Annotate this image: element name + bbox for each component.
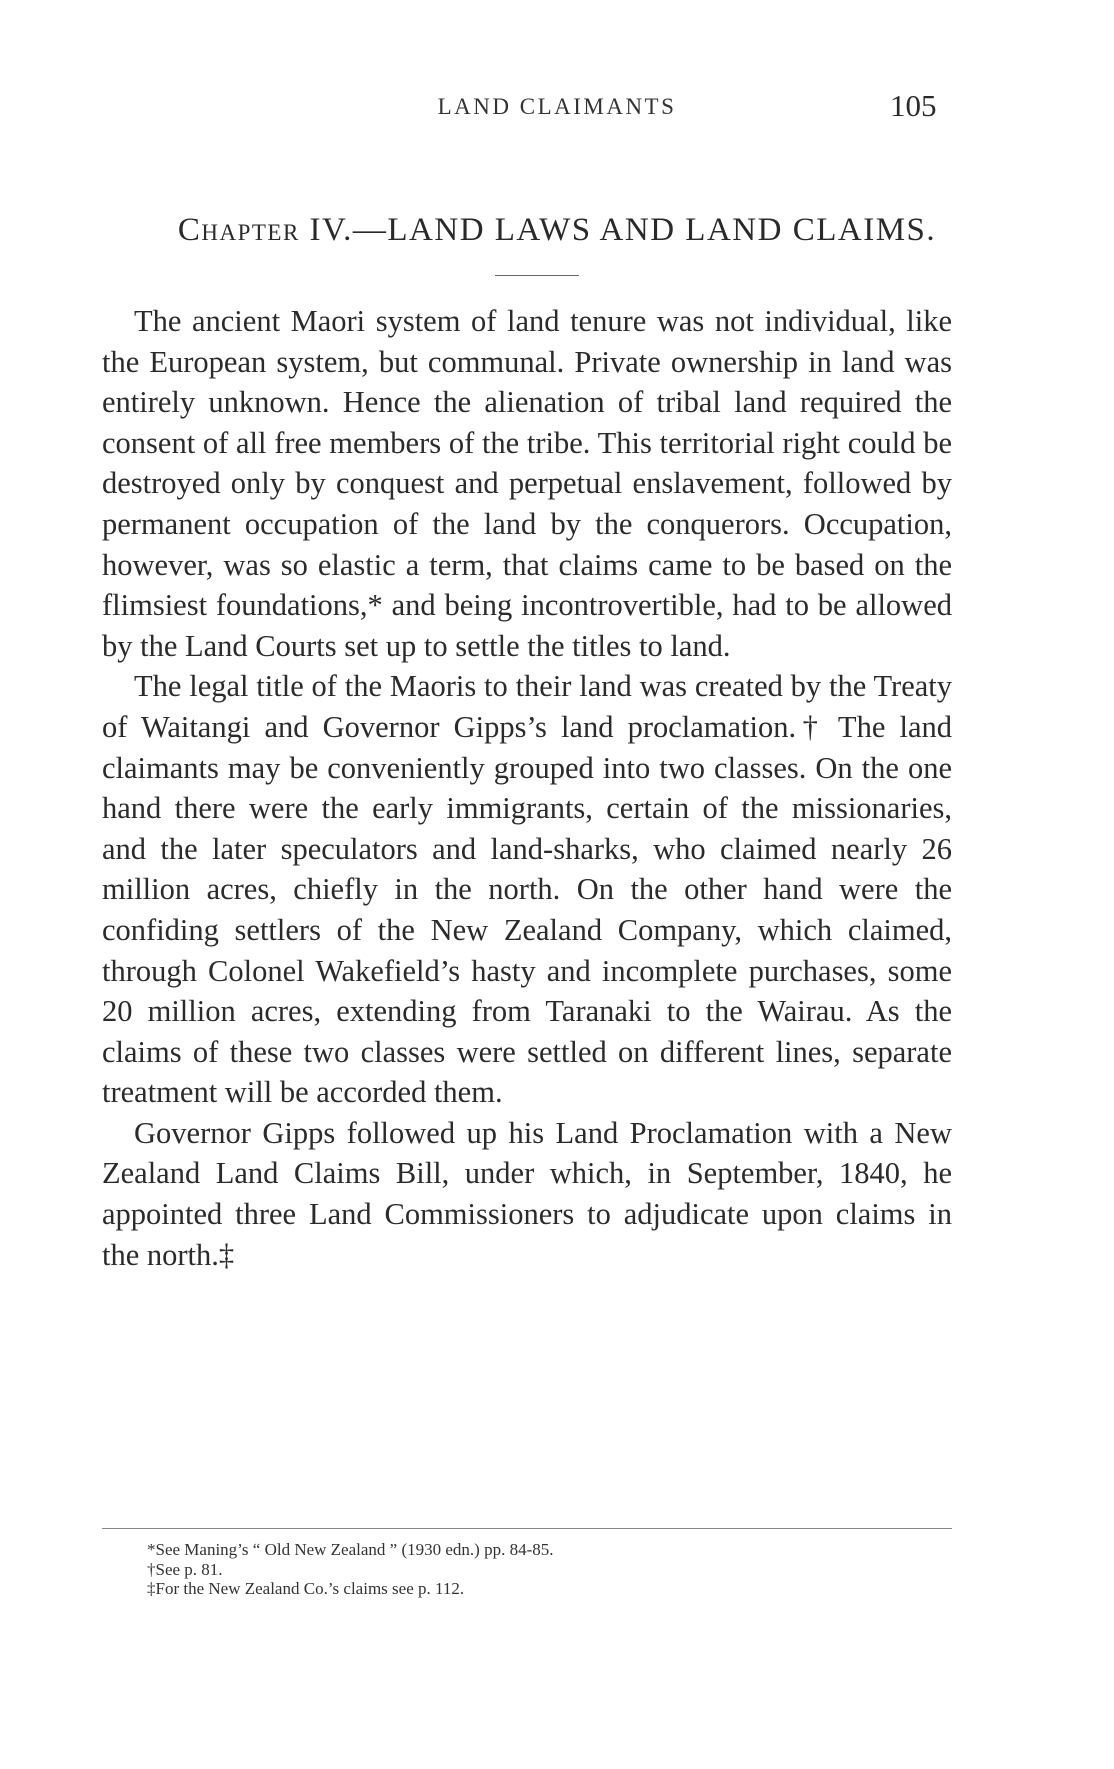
- footnote-1: *See Maning’s “ Old New Zealand ” (1930 edn.) pp. 84-85.: [147, 1540, 554, 1559]
- footnote-3: ‡For the New Zealand Co.’s claims see p. 112.: [147, 1579, 465, 1598]
- paragraph-2: The legal title of the Maoris to their land was created by the Treaty of Waitangi and Governor Gipps’s land proclamation.† The land claimants may be conveniently grouped into two classes. On the one hand there were the early immigrants, certain of the missionaries, and the later speculators and land-sharks, who claimed nearly 26 million acres, chiefly in the north. On the other hand were the confiding settlers of the New Zealand Company, which claimed, through Colonel Wakefield’s hasty and incomplete purchases, some 20 million acres, extending from Taranaki to the Wairau. As the claims of these two classes were settled on different lines, separate treatment will be accorded them.: [102, 669, 952, 1110]
- paragraph-1: The ancient Maori system of land tenure was not individual, like the European system, but communal. Private ownership in land was entirely unknown. Hence the alienation of tribal land required the consent of all free members of the tribe. This territorial right could be destroyed only by conquest and perpetual enslavement, followed by permanent occupation of the land by the conquerors. Occupation, however, was so elastic a term, that claims came to be based on the flimsiest foundations,* and being incontrovertible, had to be allowed by the Land Courts set up to settle the titles to land.: [102, 304, 952, 663]
- body-text: [102, 301, 952, 1275]
- page-number: 105: [890, 88, 937, 123]
- running-head: [0, 88, 1114, 128]
- chapter-dash: —: [352, 212, 388, 248]
- chapter-title: LAND LAWS AND LAND CLAIMS.: [387, 212, 937, 248]
- footnotes: [147, 1540, 947, 1599]
- footnote-rule: [102, 1528, 952, 1529]
- running-title: LAND CLAIMANTS: [437, 94, 677, 119]
- paragraph-3: Governor Gipps followed up his Land Proclamation with a New Zealand Land Claims Bill, under which, in September, 1840, he appointed three Land Commissioners to adjudicate upon claims in the north.‡: [102, 1115, 952, 1272]
- footnote-2: †See p. 81.: [147, 1559, 223, 1579]
- chapter-label: Chapter IV.: [177, 212, 353, 248]
- chapter-heading: [0, 212, 1114, 249]
- chapter-rule: [495, 275, 579, 276]
